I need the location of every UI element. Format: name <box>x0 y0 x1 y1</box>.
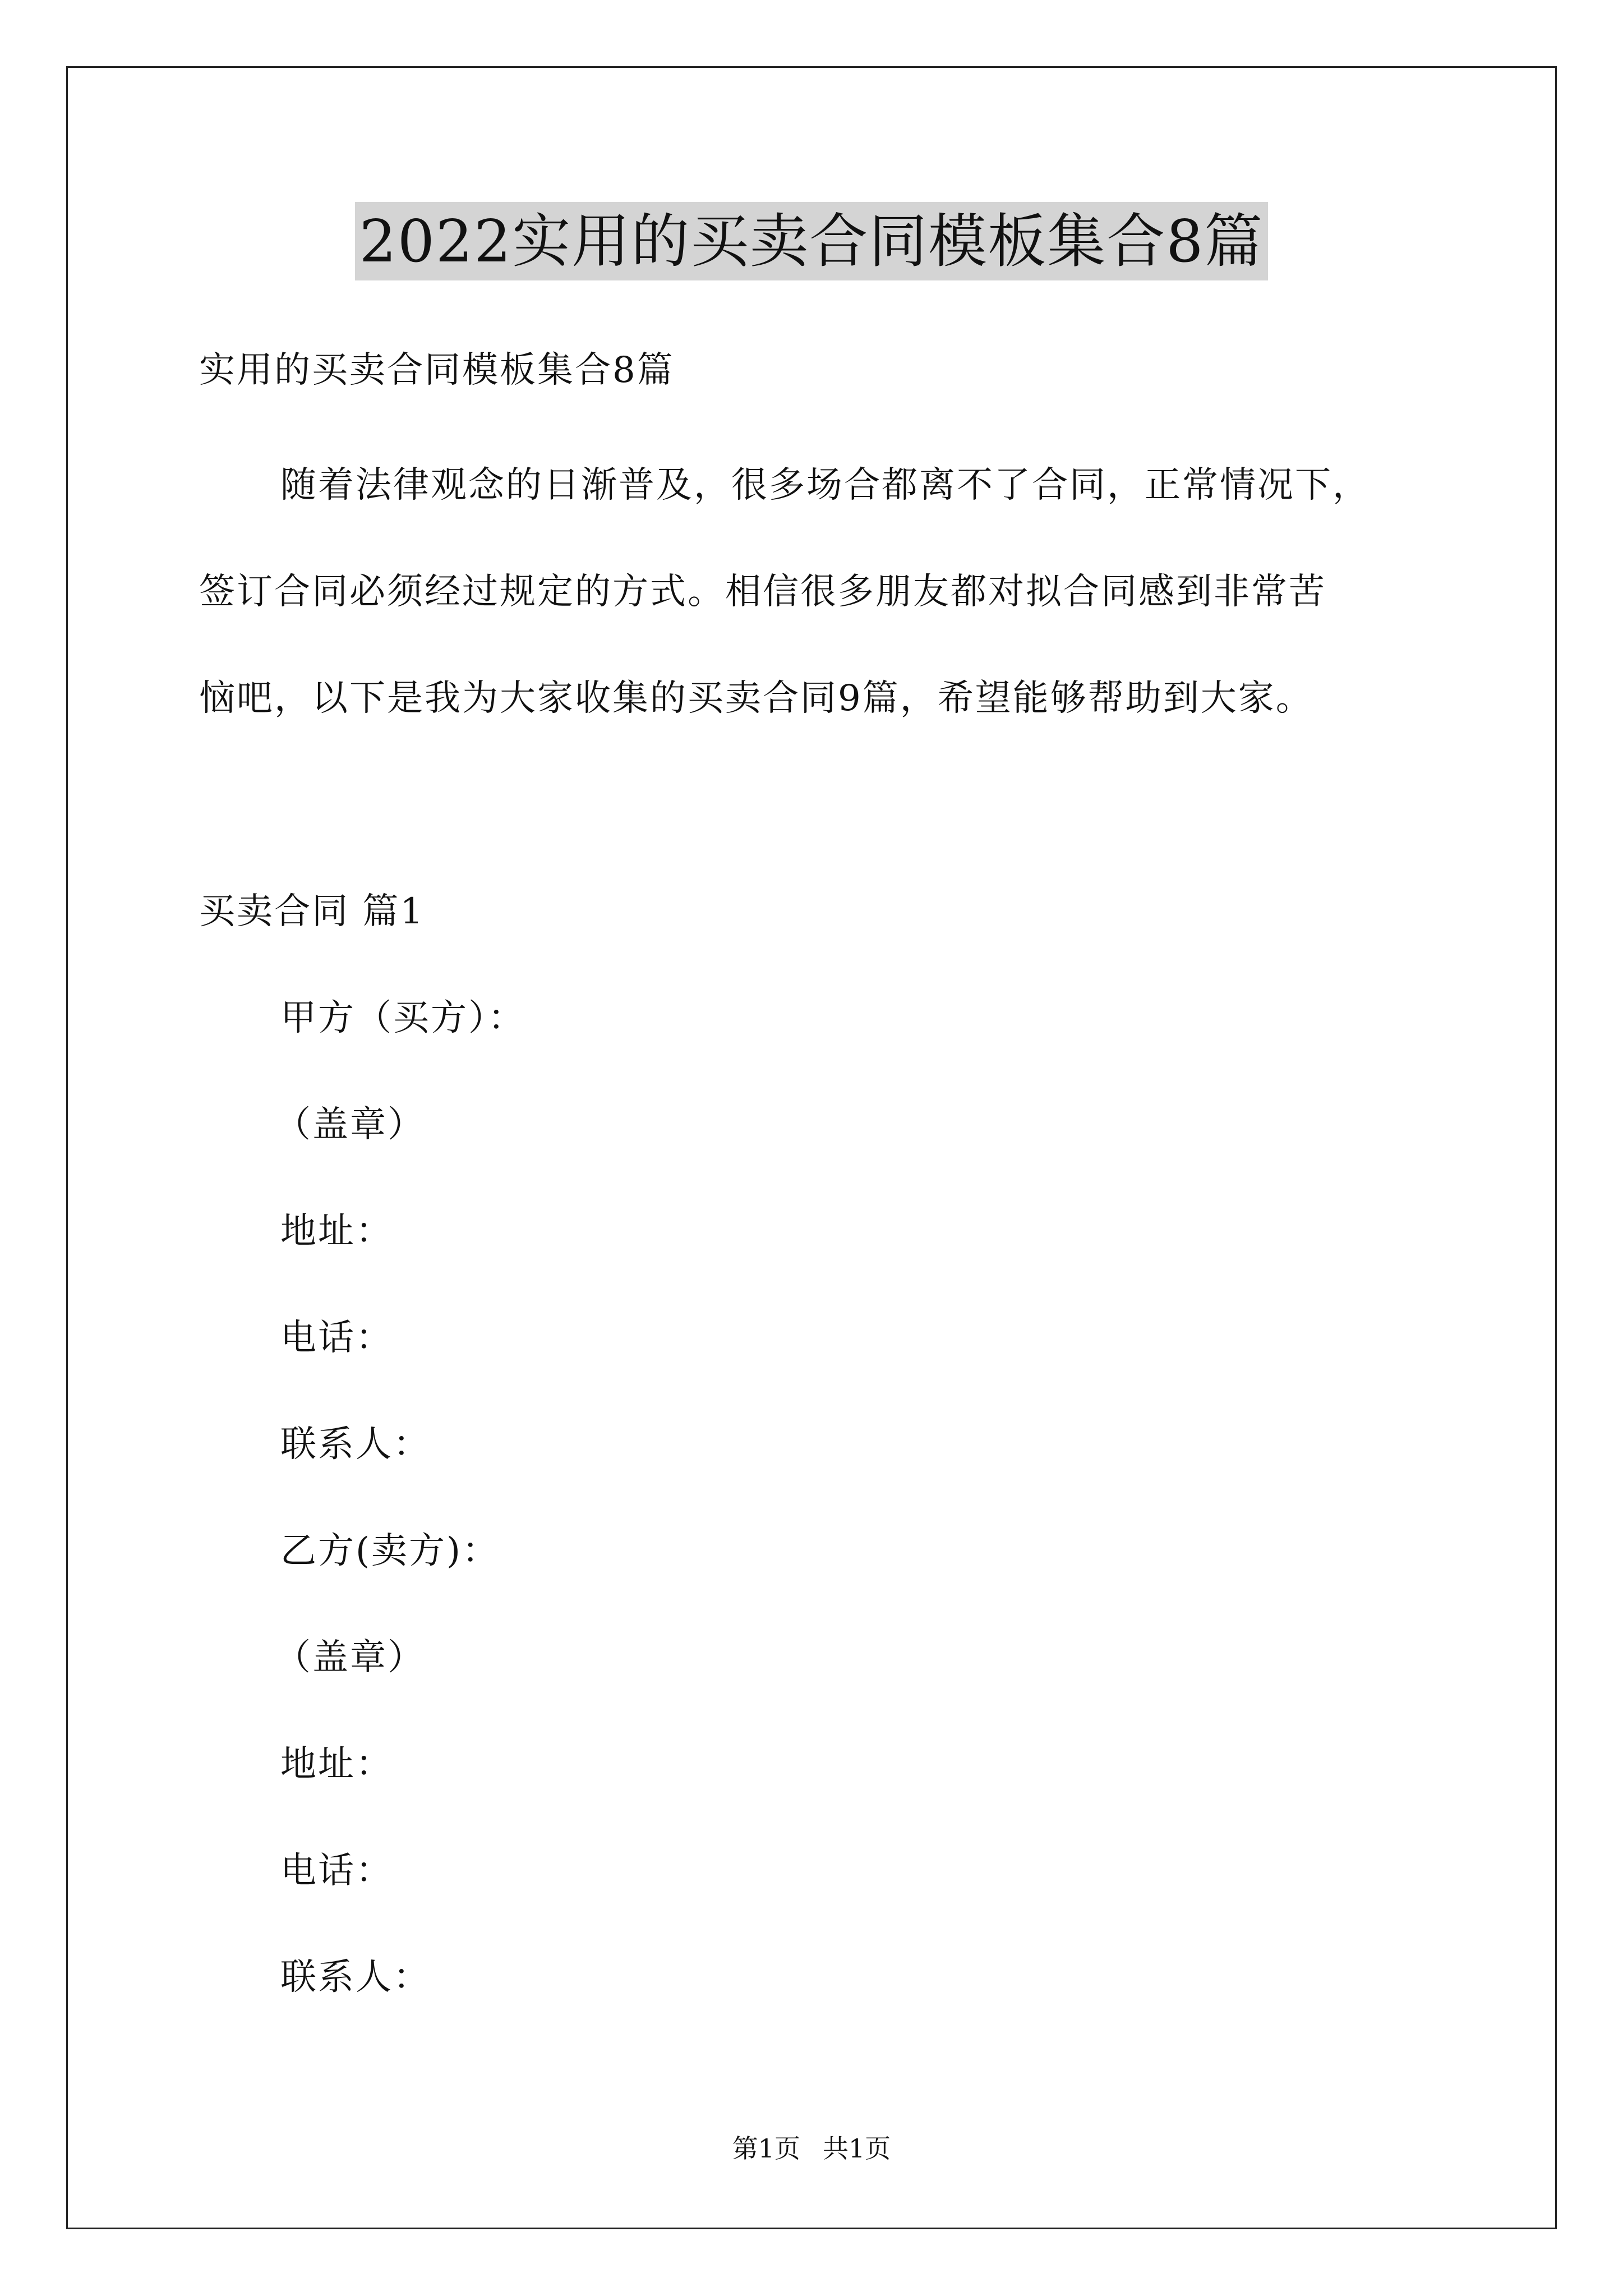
section-heading: 买卖合同 篇1 <box>199 891 425 932</box>
party-a-address: 地址： <box>280 1211 393 1252</box>
title-container <box>0 202 1623 280</box>
intro-line-1: 随着法律观念的日渐普及，很多场合都离不了合同，正常情况下， <box>280 464 1370 506</box>
party-a-label: 甲方（买方）： <box>280 997 525 1039</box>
party-b-address: 地址： <box>280 1743 393 1785</box>
page-number-current: 第1页 <box>732 2133 800 2164</box>
party-a-seal: （盖章） <box>275 1104 425 1145</box>
document-subtitle: 实用的买卖合同模板集合8篇 <box>199 349 675 391</box>
party-b-seal: （盖章） <box>275 1637 425 1678</box>
page-number-total: 共1页 <box>823 2133 891 2164</box>
party-a-phone: 电话： <box>280 1317 393 1359</box>
intro-line-2: 签订合同必须经过规定的方式。相信很多朋友都对拟合同感到非常苦 <box>199 571 1326 613</box>
page-footer <box>0 2132 1623 2165</box>
document-title: 2022实用的买卖合同模板集合8篇 <box>355 202 1269 280</box>
party-b-contact: 联系人： <box>280 1957 431 1998</box>
party-b-label: 乙方(卖方)： <box>280 1530 500 1572</box>
intro-line-3: 恼吧，以下是我为大家收集的买卖合同9篇，希望能够帮助到大家。 <box>199 678 1313 719</box>
party-b-phone: 电话： <box>280 1850 393 1892</box>
party-a-contact: 联系人： <box>280 1424 431 1465</box>
